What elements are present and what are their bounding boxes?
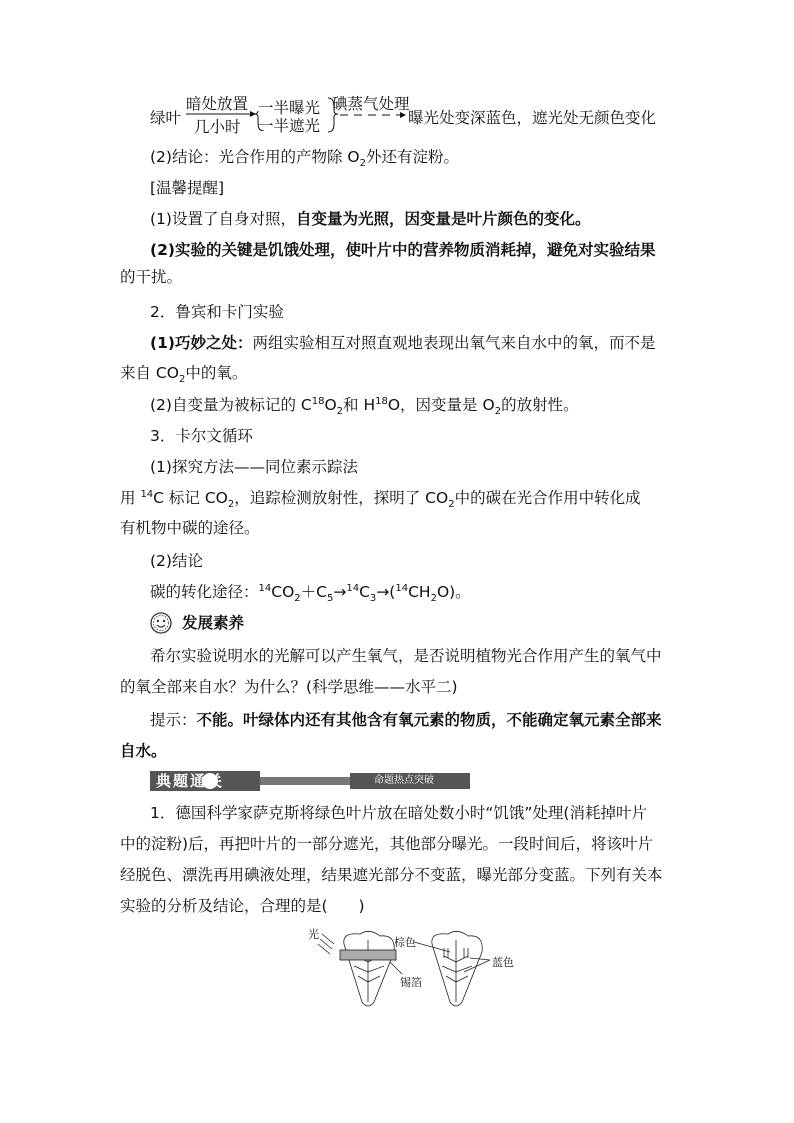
flow-result: 曝光处变深蓝色，遮光处无颜色变化	[408, 109, 657, 127]
flow-dashed-arrow-icon	[340, 110, 408, 120]
question-1-line-4: 实验的分析及结论，合理的是( )	[120, 897, 365, 915]
question-1-line-3: 经脱色、漂洗再用碘液处理，结果遮光部分不变蓝，曝光部分变蓝。下列有关本	[120, 866, 663, 884]
banner-subtitle: 命题热点突破	[374, 775, 434, 786]
carbon-path: 碳的转化途径：$^{14}CO_2+C_5\to^{14}C_3\to(^{14}CH_2O)$。	[150, 582, 471, 605]
question-1-line-1: 1．德国科学家萨克斯将绿色叶片放在暗处数小时“饥饿”处理(消耗掉叶片	[150, 804, 647, 822]
section-2-item-2: (2)自变量为被标记的 $C^{18}O_2$和 $H^{18}O$，因变量是 $O_2$的放射性。	[150, 395, 579, 418]
section-2-heading: 2．鲁宾和卡门实验	[150, 303, 284, 321]
flow-start: 绿叶	[150, 109, 182, 127]
leaf-figure	[304, 922, 524, 1010]
smiley-icon	[150, 612, 172, 634]
label-foil: 锡箔	[400, 976, 422, 989]
development-question: 希尔实验说明水的光解可以产生氧气，是否说明植物光合作用产生的氧气中	[150, 647, 662, 665]
flow-step2-top: 碘蒸气处理	[332, 95, 410, 113]
conclusion-line: (2)结论：光合作用的产物除 $O_2$外还有淀粉。	[150, 148, 459, 170]
hint-line: 提示：不能。叶绿体内还有其他含有氧元素的物质，不能确定氧元素全部来	[150, 711, 662, 729]
label-light: 光	[308, 928, 319, 941]
banner-title: 典题通关	[156, 772, 225, 790]
experiment-flow-diagram	[150, 92, 710, 136]
section-banner	[150, 771, 670, 791]
flow-branch-bottom: 一半遮光	[258, 117, 321, 135]
label-brown: 棕色	[394, 936, 416, 949]
tip-1: (1)设置了自身对照，自变量为光照，因变量是叶片颜色的变化。	[150, 210, 591, 228]
question-1-line-2: 中的淀粉)后，再把叶片的一部分遮光，其他部分曝光。一段时间后，将该叶片	[120, 835, 654, 853]
development-question-cont: 的氧全部来自水？为什么？(科学思维——水平二)	[120, 678, 458, 696]
flow-step1-top: 暗处放置	[186, 95, 249, 113]
tip-2-cont: 的干扰。	[120, 268, 183, 286]
section-3-paragraph: 用 $^{14}$C 标记 $CO_2$，追踪检测放射性，探明了 $CO_2$中的碳在光合作用中转化成	[120, 488, 641, 511]
section-3-paragraph-cont: 有机物中碳的途径。	[120, 519, 260, 537]
label-blue: 蓝色	[492, 956, 514, 969]
section-2-item-1: (1)巧妙之处：两组实验相互对照直观地表现出氧气来自水中的氧，而不是	[150, 334, 656, 352]
tip-2: (2)实验的关键是饥饿处理，使叶片中的营养物质消耗掉，避免对实验结果	[150, 241, 656, 259]
section-3-heading: 3．卡尔文循环	[150, 427, 253, 445]
flow-branch-top: 一半曝光	[258, 99, 321, 117]
section-3-item-2: (2)结论	[150, 552, 203, 570]
hint-line-cont: 自水。	[120, 742, 167, 760]
flow-step1-bottom: 几小时	[194, 118, 241, 136]
section-2-item-1-cont: 来自 $CO_2$中的氧。	[120, 364, 248, 386]
section-3-item-1: (1)探究方法——同位素示踪法	[150, 458, 358, 476]
development-title: 发展素养	[182, 614, 245, 632]
tip-title: [温馨提醒]	[150, 179, 225, 197]
